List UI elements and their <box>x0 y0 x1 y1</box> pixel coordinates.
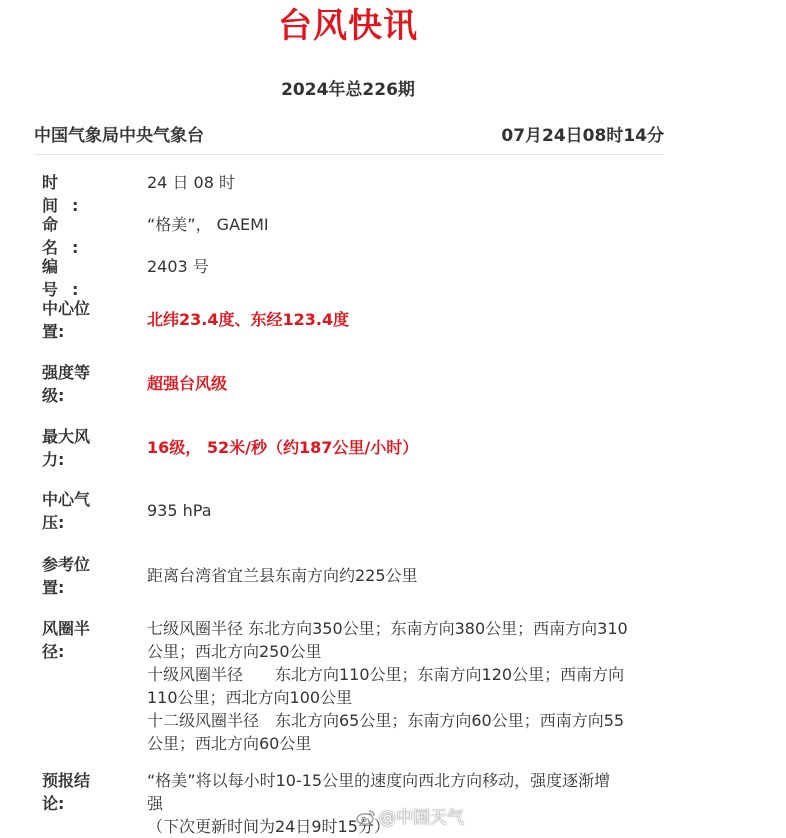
forecast-line: “格美”将以每小时10-15公里的速度向西北方向移动，强度逐渐增 <box>147 771 611 790</box>
field-center-pressure <box>42 488 662 534</box>
issue-number: 2024年总226期 <box>281 80 415 100</box>
field-value: 24 日 08 时 <box>147 173 235 192</box>
weibo-icon <box>356 809 376 825</box>
field-value: 935 hPa <box>147 501 212 520</box>
field-label-line: 中心位 <box>42 299 91 318</box>
field-label-line: 力: <box>42 450 65 469</box>
forecast-line: 强 <box>147 794 164 813</box>
field-label-line: 参考位 <box>42 555 91 574</box>
wind-radius-line: 十二级风圈半径 东北方向65公里；东南方向60公里；西南方向55 <box>147 711 625 730</box>
field-time <box>42 171 662 215</box>
field-label <box>42 553 106 599</box>
publish-datetime: 07月24日08时14分 <box>501 126 664 146</box>
field-value: 北纬23.4度、东经123.4度 <box>147 310 350 329</box>
field-value <box>147 617 652 755</box>
field-center-position <box>42 297 662 343</box>
field-label <box>42 361 106 407</box>
field-value: “格美”， GAEMI <box>147 215 269 234</box>
field-label-line: 径: <box>42 642 65 661</box>
bulletin-title: 台风快讯 <box>278 6 418 46</box>
field-label-line: 论: <box>42 794 65 813</box>
wind-radius-line: 十级风圈半径 东北方向110公里；东南方向120公里；西南方向 <box>147 665 625 684</box>
field-reference-position <box>42 553 662 599</box>
wind-radius-line: 七级风圈半径 东北方向350公里；东南方向380公里；西南方向310 <box>147 619 628 638</box>
field-label <box>42 425 106 471</box>
wind-radius-line: 110公里；西北方向100公里 <box>147 688 353 707</box>
field-label-line: 置: <box>42 322 65 341</box>
field-value: 2403 号 <box>147 257 209 276</box>
agency-name: 中国气象局中央气象台 <box>34 126 204 146</box>
forecast-line: （下次更新时间为24日9时15分） <box>147 817 390 836</box>
wind-radius-line: 公里；西北方向250公里 <box>147 642 322 661</box>
field-label-line: 风圈半 <box>42 619 91 638</box>
field-label <box>42 297 106 343</box>
field-label: 编 号: <box>42 257 93 299</box>
watermark-text: @中国天气 <box>379 808 464 828</box>
weibo-watermark <box>356 806 464 830</box>
field-label: 命 名: <box>42 215 93 257</box>
field-wind-radius <box>42 617 662 755</box>
bulletin-header <box>34 124 664 155</box>
wind-radius-line: 公里；西北方向60公里 <box>147 734 312 753</box>
field-label <box>42 769 106 815</box>
field-name <box>42 213 662 257</box>
field-label-line: 压: <box>42 513 65 532</box>
field-label <box>42 617 106 663</box>
field-label-line: 级: <box>42 386 65 405</box>
field-label <box>42 488 106 534</box>
field-number <box>42 255 662 299</box>
field-value: 超强台风级 <box>147 374 228 393</box>
field-label-line: 置: <box>42 578 65 597</box>
field-label-line: 预报结 <box>42 771 91 790</box>
field-value: 距离台湾省宜兰县东南方向约225公里 <box>147 566 418 585</box>
field-max-wind <box>42 425 662 471</box>
field-label-line: 强度等 <box>42 363 91 382</box>
field-forecast <box>42 769 662 838</box>
field-label-line: 中心气 <box>42 490 91 509</box>
field-label-line: 最大风 <box>42 427 91 446</box>
field-value: 16级， 52米/秒（约187公里/小时） <box>147 438 419 457</box>
field-intensity-level <box>42 361 662 407</box>
field-label: 时 间: <box>42 173 93 215</box>
